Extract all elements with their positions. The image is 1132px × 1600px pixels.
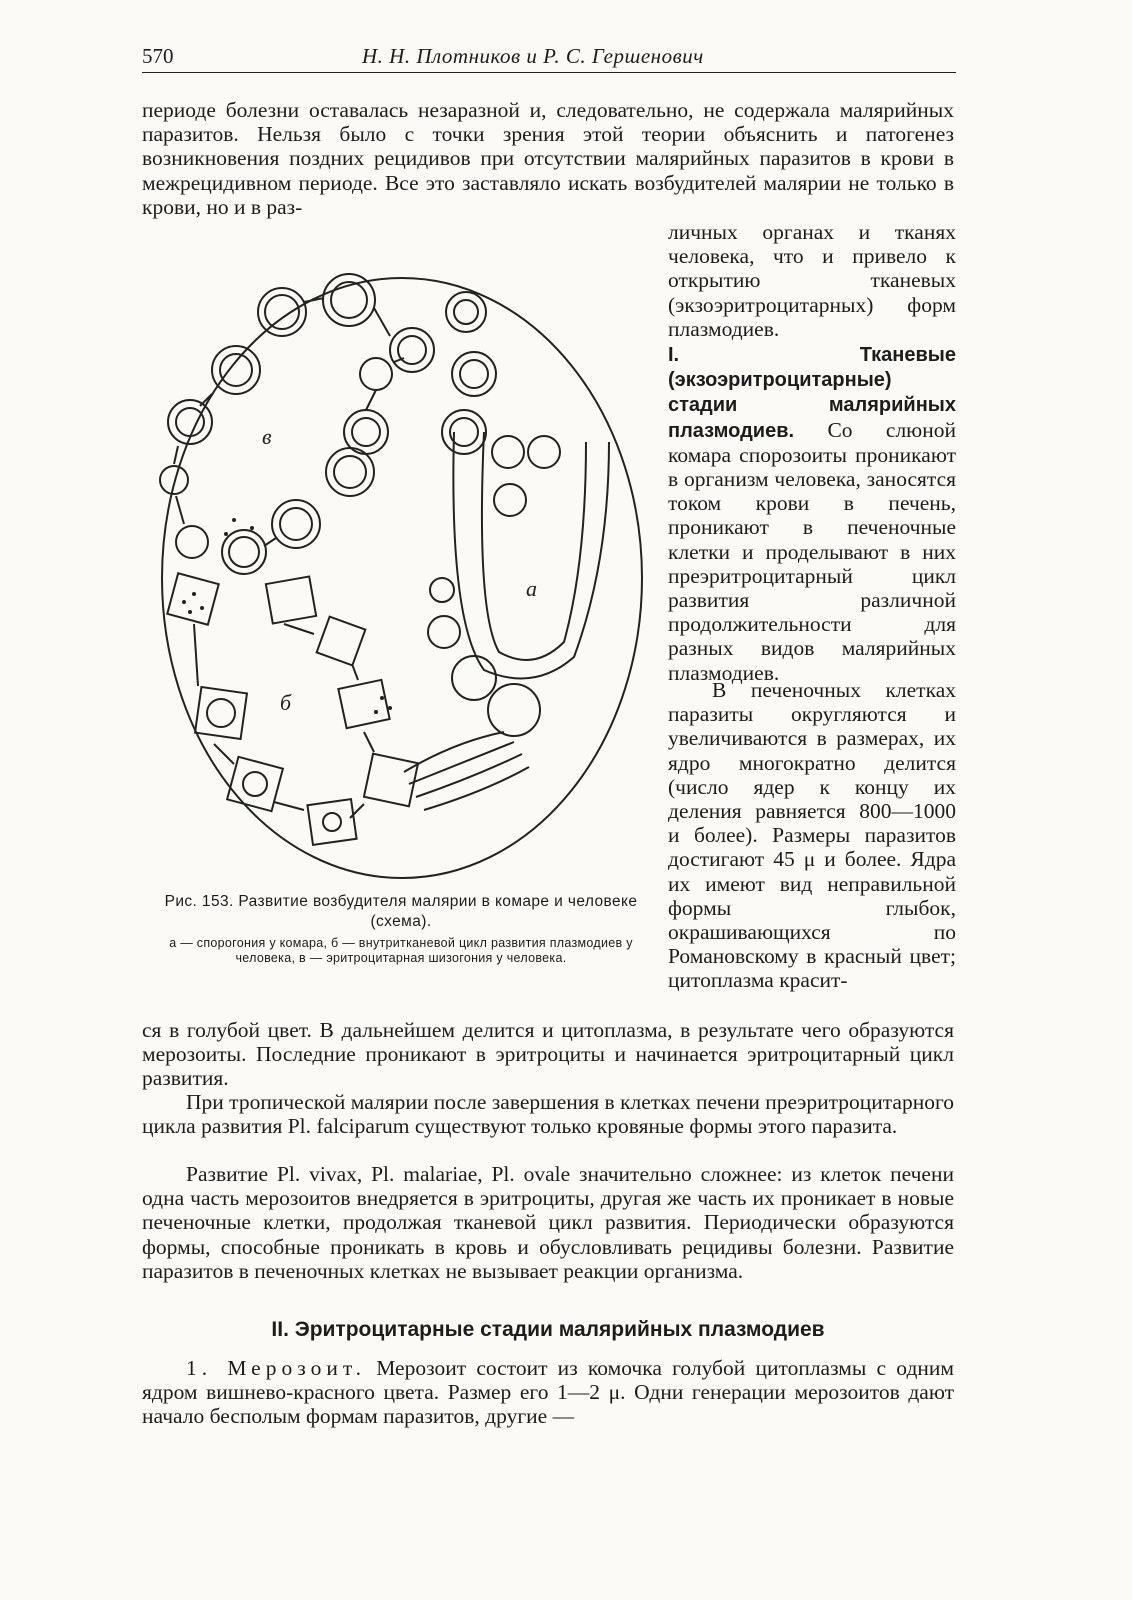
- paragraph-tropical: При тропической малярии после завершения в клетках печени преэритроцитарного цикла развития Pl. falciparum существуют только кровяные формы этого паразита.: [142, 1090, 954, 1139]
- outer-ellipse: [162, 278, 642, 878]
- figure-caption: [142, 892, 660, 966]
- caption-legend: а — спорогония у комара, б — внутритканевой цикл развития плазмодиев у человека, в — эритроцитарная шизогония у человека.: [169, 936, 633, 965]
- label-b: б: [280, 690, 292, 715]
- merozoite-text: Мерозоит состоит из комочка голубой цитоплазмы с одним ядром вишнево-красного цвета. Размер его 1—2 μ. Одни генерации мерозоитов дают начало бесполым формам паразитов, другие —: [142, 1356, 954, 1429]
- merozoite-paragraph: [142, 1356, 954, 1429]
- caption-title: Рис. 153. Развитие возбудителя малярии в комаре и человеке (схема).: [164, 893, 638, 930]
- running-title: Н. Н. Плотников и Р. С. Гершенович: [362, 44, 704, 68]
- column-continuation: личных органах и тканях человека, что и привело к открытию тканевых (экзоэритроцитарных) форм плазмодиев.: [668, 220, 956, 341]
- after-figure-paragraph: ся в голубой цвет. В дальнейшем делится и цитоплазма, в результате чего образуются мерозоиты. Последние проникают в эритроциты и начинается эритроцитарный цикл развития.: [142, 1018, 954, 1091]
- section-1-title: I. Тканевые (экзоэритроцитарные) стадии малярийных плазмодиев.: [668, 344, 956, 442]
- section-2-heading: II. Эритроцитарные стадии малярийных плазмодиев: [271, 1318, 825, 1341]
- intro-paragraph: периоде болезни оставалась незаразной и, следовательно, не содержала малярийных паразитов. Нельзя было с точки зрения этой теории объяснить и патогенез возникновения поздних рецидивов при отсутствии малярийных паразитов в крови в межрецидивном периоде. Все это заставляло искать возбудителей малярии не только в крови, но и в раз-: [142, 98, 954, 219]
- merozoite-term: 1. Мерозоит.: [186, 1356, 366, 1380]
- liver-paragraph: В печеночных клетках паразиты округляются и увеличиваются в размерах, их ядро многократно делится (число ядер к концу их деления равняется 800—1000 и более). Размеры паразитов достигают 45 μ и более. Ядра их имеют вид неправильной формы глыбок, окрашивающихся по Романовскому в красный цвет; цитоплазма красит-: [668, 678, 956, 993]
- section-1: [668, 342, 956, 685]
- label-v: в: [262, 424, 272, 449]
- malaria-cycle-figure: [154, 262, 650, 884]
- paragraph-vivax: Развитие Pl. vivax, Pl. malariae, Pl. ovale значительно сложнее: из клеток печени одна часть мерозоитов внедряется в эритроциты, другая же часть их проникает в новые печеночные клетки, продолжая тканевой цикл развития. Периодически образуются формы, способные проникать в кровь и обусловливать рецидивы болезни. Развитие паразитов в печеночных клетках не вызывает реакции организма.: [142, 1162, 954, 1283]
- page-number: 570: [142, 44, 174, 68]
- label-a: а: [526, 576, 537, 601]
- section-1-text: Со слюной комара спорозоиты проникают в организм человека, заносятся током крови в печень, проникают в печеночные клетки и проделывают в них преэритроцитарный цикл развития различной продолжительности для разных видов малярийных плазмодиев.: [668, 417, 957, 685]
- page-header: [142, 42, 956, 73]
